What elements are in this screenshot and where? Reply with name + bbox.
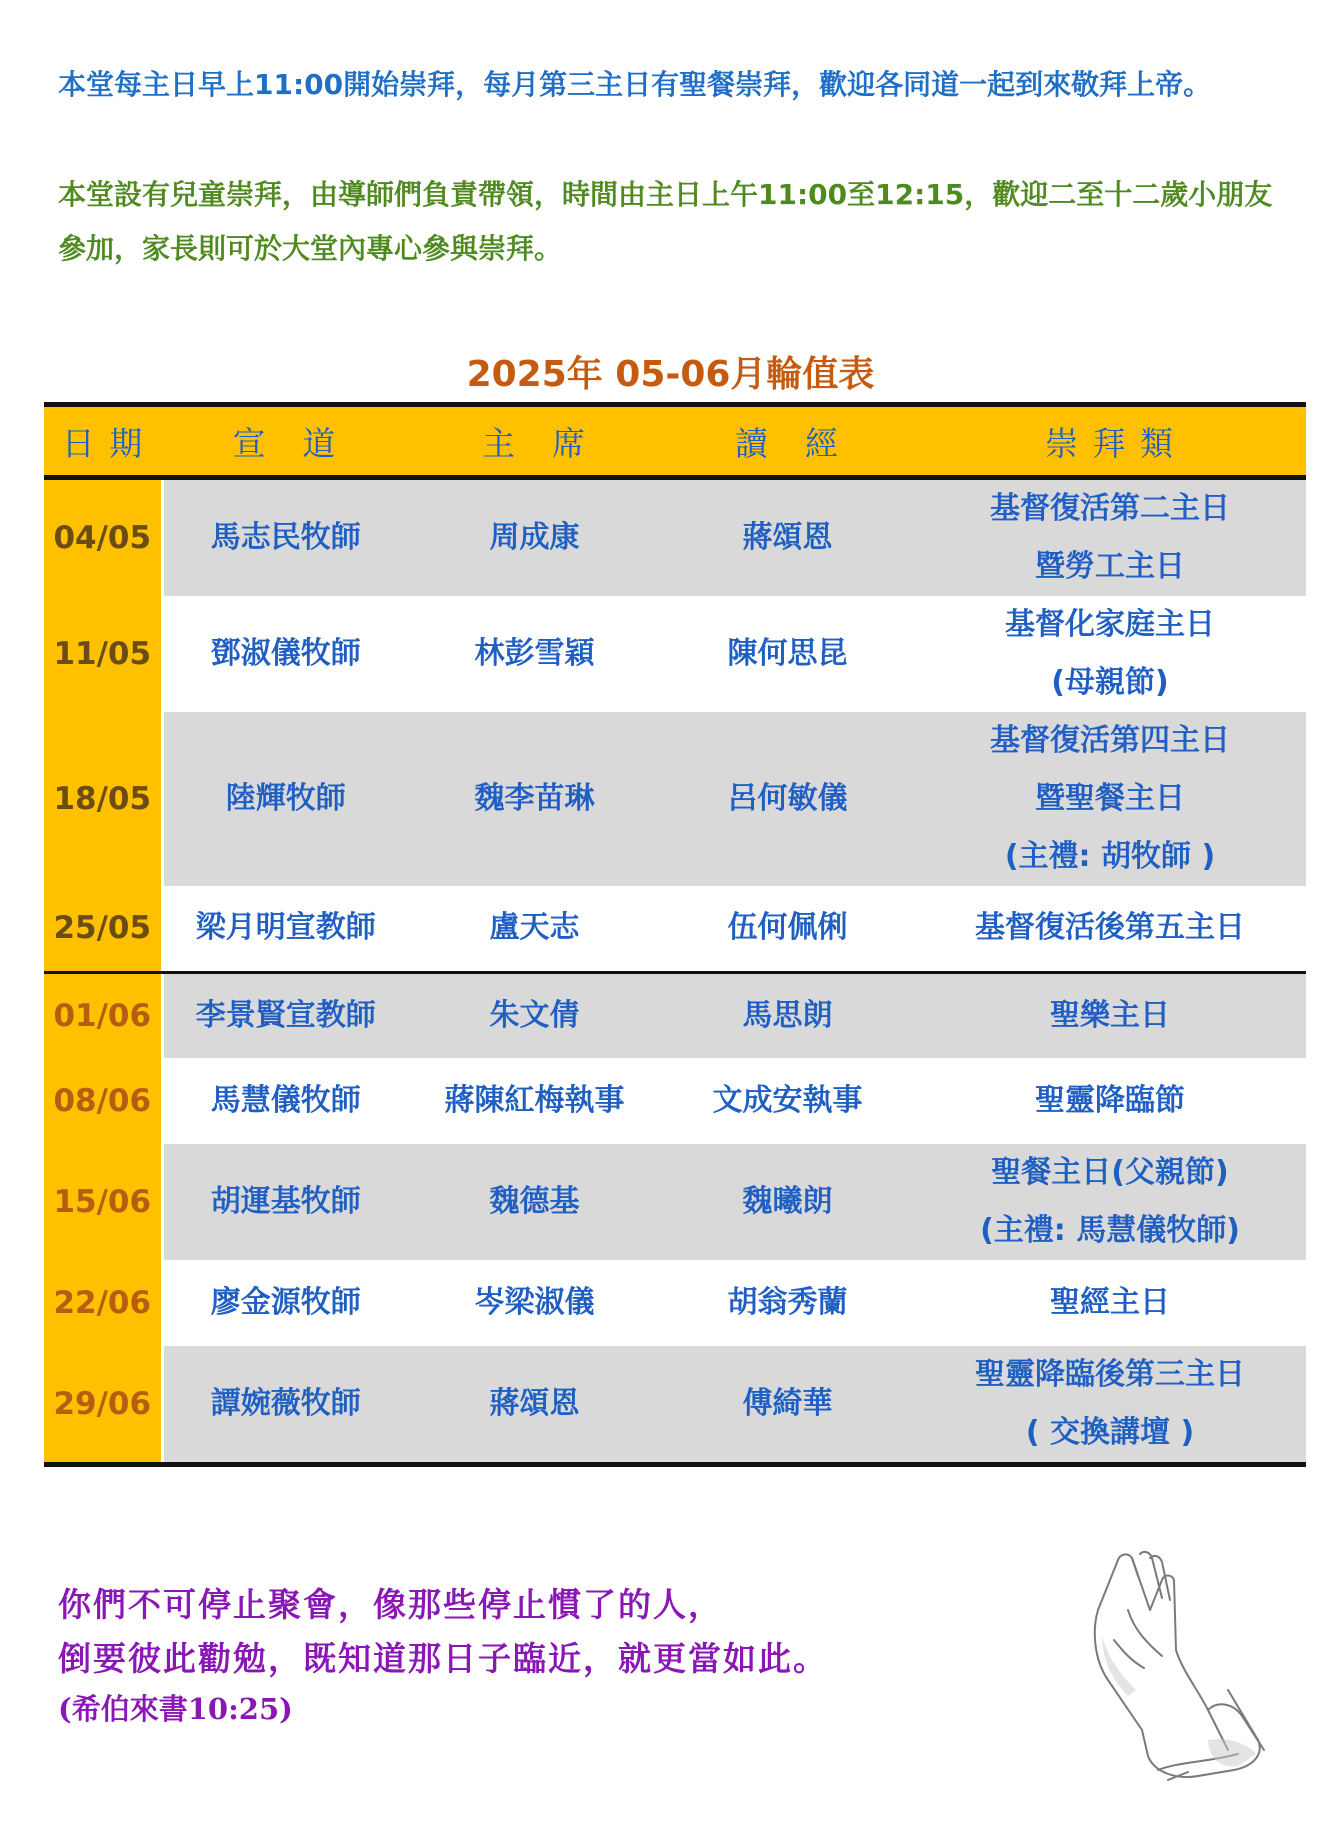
row-date: 04/05	[44, 478, 162, 597]
row-chair: 朱文倩	[408, 972, 661, 1058]
verse-line-1: 你們不可停止聚會，像那些停止慣了的人，	[58, 1585, 723, 1624]
header-chair: 主 席	[408, 405, 661, 478]
row-worship-type	[914, 1346, 1306, 1465]
roster-row	[44, 1058, 1306, 1144]
row-date: 18/05	[44, 712, 162, 886]
row-preacher: 鄧淑儀牧師	[210, 636, 361, 671]
duty-roster-table	[44, 402, 1306, 1467]
worship-type-line: 暨聖餐主日	[1035, 781, 1185, 816]
row-worship-type	[914, 1144, 1306, 1260]
row-worship-type	[914, 712, 1306, 886]
header-worship-type: 崇 拜 類	[914, 405, 1306, 478]
roster-title: 2025年 05-06月輪值表	[466, 354, 875, 395]
praying-hands-icon	[1058, 1540, 1290, 1786]
row-chair: 魏李苗琳	[408, 712, 661, 886]
worship-type-line: 基督化家庭主日	[1005, 607, 1215, 642]
worship-type-line: (主禮: 胡牧師 )	[1004, 839, 1216, 874]
row-worship-type	[914, 1260, 1306, 1346]
row-reading: 呂何敏儀	[661, 712, 914, 886]
row-reading: 蔣頌恩	[661, 478, 914, 597]
worship-notice: 本堂每主日早上11:00開始崇拜，每月第三主日有聖餐崇拜，歡迎各同道一起到來敬拜上帝。	[58, 68, 1212, 101]
row-date: 25/05	[44, 886, 162, 972]
row-date: 08/06	[44, 1058, 162, 1144]
worship-type-line: 聖餐主日(父親節)	[991, 1155, 1229, 1190]
roster-row	[44, 596, 1306, 712]
header-reading: 讀 經	[661, 405, 914, 478]
row-preacher: 胡運基牧師	[162, 1144, 408, 1260]
row-reading: 胡翁秀蘭	[727, 1285, 848, 1320]
row-reading: 魏曦朗	[661, 1144, 914, 1260]
row-date: 29/06	[44, 1346, 162, 1465]
row-chair: 林彭雪穎	[474, 636, 595, 671]
roster-row	[44, 712, 1306, 886]
row-preacher: 梁月明宣教師	[162, 886, 408, 972]
worship-type-line: 聖經主日	[1050, 1285, 1170, 1320]
scripture-verse	[58, 1578, 828, 1732]
row-chair: 蔣頌恩	[408, 1346, 661, 1465]
roster-row	[44, 886, 1306, 972]
row-date: 01/06	[44, 972, 162, 1058]
worship-type-line: 聖靈降臨後第三主日	[975, 1357, 1245, 1392]
worship-type-line: 基督復活第四主日	[990, 723, 1230, 758]
row-chair: 蔣陳紅梅執事	[444, 1083, 625, 1118]
row-preacher: 陸輝牧師	[162, 712, 408, 886]
worship-type-line: (母親節)	[1051, 665, 1169, 700]
row-worship-type	[914, 886, 1306, 972]
row-date: 11/05	[44, 596, 162, 712]
verse-line-2: 倒要彼此勸勉，既知道那日子臨近，就更當如此。	[58, 1639, 828, 1678]
row-worship-type	[914, 972, 1306, 1058]
worship-type-line: 基督復活第二主日	[990, 491, 1230, 526]
row-date: 22/06	[44, 1260, 162, 1346]
row-worship-type	[914, 1058, 1306, 1144]
roster-row	[44, 478, 1306, 597]
row-preacher: 李景賢宣教師	[162, 972, 408, 1058]
worship-type-line: 基督復活後第五主日	[975, 910, 1245, 946]
children-worship-notice: 本堂設有兒童崇拜，由導師們負責帶領，時間由主日上午11:00至12:15，歡迎二至十二歲小朋友參加，家長則可於大堂內專心參與崇拜。	[58, 178, 1273, 265]
header-preacher: 宣 道	[162, 405, 408, 478]
row-preacher: 廖金源牧師	[210, 1285, 361, 1320]
row-reading: 伍何佩俐	[661, 886, 914, 972]
row-reading: 陳何思昆	[727, 636, 848, 671]
row-worship-type	[914, 478, 1306, 597]
row-chair: 魏德基	[408, 1144, 661, 1260]
row-reading: 傅綺華	[661, 1346, 914, 1465]
roster-row	[44, 972, 1306, 1058]
verse-reference: (希伯來書10:25)	[58, 1692, 293, 1726]
row-reading: 文成安執事	[712, 1083, 863, 1118]
worship-type-line: 暨勞工主日	[1035, 549, 1185, 584]
roster-row	[44, 1346, 1306, 1465]
header-date: 日 期	[44, 405, 162, 478]
row-chair: 盧天志	[408, 886, 661, 972]
row-chair: 岑梁淑儀	[474, 1285, 595, 1320]
worship-type-line: 聖樂主日	[1050, 997, 1170, 1033]
worship-type-line: (主禮: 馬慧儀牧師)	[980, 1213, 1240, 1248]
roster-header-row	[44, 405, 1306, 478]
worship-type-line: ( 交換講壇 )	[1025, 1415, 1195, 1450]
row-preacher: 馬志民牧師	[162, 478, 408, 597]
row-reading: 馬思朗	[661, 972, 914, 1058]
row-preacher: 譚婉薇牧師	[162, 1346, 408, 1465]
roster-row	[44, 1144, 1306, 1260]
row-date: 15/06	[44, 1144, 162, 1260]
worship-type-line: 聖靈降臨節	[1035, 1083, 1185, 1118]
roster-row	[44, 1260, 1306, 1346]
row-worship-type	[914, 596, 1306, 712]
row-chair: 周成康	[408, 478, 661, 597]
row-preacher: 馬慧儀牧師	[210, 1083, 361, 1118]
